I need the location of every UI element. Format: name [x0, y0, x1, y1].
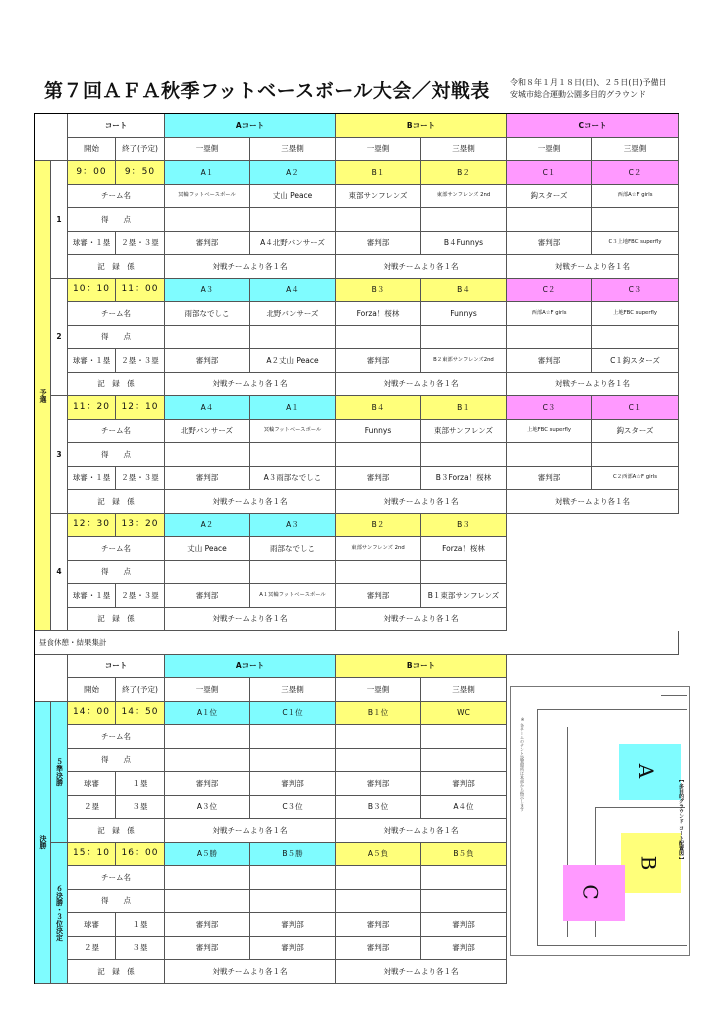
match-code: B１位 — [336, 702, 421, 726]
final-round-label: ５準決勝 — [51, 702, 68, 843]
map-caption: 【 多目的グラウンド コート配置図 】 — [678, 777, 684, 863]
score-cell — [421, 749, 507, 773]
team-name-label: チーム名 — [68, 725, 165, 749]
umpire-dept: 審判部 — [336, 232, 421, 256]
umpire-dept: 審判部 — [165, 584, 250, 608]
team-name: 上地FBC superfly — [592, 302, 679, 326]
base3-assign: 審判部 — [336, 937, 421, 961]
corner-cell — [35, 114, 68, 161]
match-code: B２ — [421, 161, 507, 185]
referee-team: A４北野バンサーズ — [250, 232, 336, 256]
recorder-note: 対戦チームより各１名 — [165, 608, 336, 632]
team-name — [336, 866, 421, 890]
recorder-note: 対戦チームより各１名 — [336, 255, 507, 279]
team-name — [165, 725, 250, 749]
umpire-label: 球審 — [68, 772, 116, 796]
team-name: 丈山 Peace — [250, 185, 336, 209]
round-number: 1 — [51, 161, 68, 279]
match-code: B５負 — [421, 843, 507, 867]
side-header: 三塁側 — [592, 138, 679, 162]
umpire-other-label: ２塁・３塁 — [116, 584, 165, 608]
corner-cell — [35, 655, 68, 702]
match-code: B４ — [336, 396, 421, 420]
team-name: 北野バンサーズ — [165, 420, 250, 444]
referee-team: B２東部サンフレンズ2nd — [421, 349, 507, 373]
end-time: 16：00 — [116, 843, 165, 867]
b-court-header: Bコート — [336, 114, 507, 138]
team-name: Funnys — [336, 420, 421, 444]
match-code: A１ — [165, 161, 250, 185]
final-label: 決勝 — [35, 702, 51, 984]
score-label: 得 点 — [68, 749, 165, 773]
team-name-label: チーム名 — [68, 302, 165, 326]
base3-label: ３塁 — [116, 796, 165, 820]
recorder-note: 対戦チームより各１名 — [165, 255, 336, 279]
round-number: 2 — [51, 279, 68, 397]
umpire-dept: 審判部 — [165, 467, 250, 491]
umpire-dept: 審判部 — [507, 467, 592, 491]
team-name-label: チーム名 — [68, 537, 165, 561]
umpire-dept: 審判部 — [336, 913, 421, 937]
base2-label: ２塁 — [68, 796, 116, 820]
side-header: 一塁側 — [507, 138, 592, 162]
score-label: 得 点 — [68, 890, 165, 914]
round-number: 4 — [51, 514, 68, 632]
umpire-dept: 審判部 — [507, 232, 592, 256]
base3-assign: A３位 — [165, 796, 250, 820]
match-code: A５勝 — [165, 843, 250, 867]
end-time: 14：50 — [116, 702, 165, 726]
match-code: WC — [421, 702, 507, 726]
umpire-other-label: ２塁・３塁 — [116, 232, 165, 256]
score-cell — [165, 326, 250, 350]
court-c-label: C — [578, 884, 603, 900]
end-time: 13：20 — [116, 514, 165, 538]
side-header: 一塁側 — [165, 678, 250, 702]
umpire-dept: 審判部 — [250, 772, 336, 796]
team-name — [250, 866, 336, 890]
score-cell — [165, 443, 250, 467]
match-code: B１ — [336, 161, 421, 185]
referee-team: A２丈山 Peace — [250, 349, 336, 373]
referee-team: C２西部A☆F girls — [592, 467, 679, 491]
end-header: 終了(予定) — [116, 678, 165, 702]
blank-area — [507, 514, 679, 632]
umpire-dept: 審判部 — [165, 232, 250, 256]
court-header: コート — [68, 114, 165, 138]
start-time: 15：10 — [68, 843, 116, 867]
team-name: 丈山 Peace — [165, 537, 250, 561]
umpire-dept: 審判部 — [165, 772, 250, 796]
umpire-other-label: ２塁・３塁 — [116, 349, 165, 373]
side-header: 一塁側 — [336, 678, 421, 702]
team-name: 雨部なでしこ — [165, 302, 250, 326]
recorder-note: 対戦チームより各１名 — [165, 960, 336, 984]
score-cell — [421, 890, 507, 914]
c-court-header: Cコート — [507, 114, 679, 138]
match-code: A４ — [250, 279, 336, 303]
score-cell — [421, 443, 507, 467]
match-code: A４ — [165, 396, 250, 420]
round-number: 3 — [51, 396, 68, 514]
score-cell — [165, 561, 250, 585]
side-header: 三塁側 — [421, 678, 507, 702]
base3-assign: 審判部 — [250, 937, 336, 961]
score-cell — [250, 561, 336, 585]
score-cell — [336, 326, 421, 350]
score-label: 得 点 — [68, 208, 165, 232]
recorder-label: 記 録 係 — [68, 255, 165, 279]
score-label: 得 点 — [68, 561, 165, 585]
umpire-other-label: ２塁・３塁 — [116, 467, 165, 491]
umpire-label: 球審 — [68, 913, 116, 937]
umpire-dept: 審判部 — [421, 913, 507, 937]
b-court-header: Bコート — [336, 655, 507, 679]
match-code: B２ — [336, 514, 421, 538]
match-code: C２ — [592, 161, 679, 185]
end-time: 12：10 — [116, 396, 165, 420]
score-cell — [336, 890, 421, 914]
match-code: B３ — [336, 279, 421, 303]
score-cell — [421, 208, 507, 232]
score-cell — [507, 326, 592, 350]
base3-assign: A４位 — [421, 796, 507, 820]
team-name: 西部A☆F girls — [507, 302, 592, 326]
score-cell — [336, 561, 421, 585]
end-time: 11：00 — [116, 279, 165, 303]
score-cell — [336, 749, 421, 773]
a-court-header: Aコート — [165, 655, 336, 679]
umpire-first-label: 球審・１塁 — [68, 349, 116, 373]
recorder-note: 対戦チームより各１名 — [165, 490, 336, 514]
event-date: 令和８年１月１８日(日)、２５日(日)予備日 — [510, 78, 667, 87]
base3-assign: B３位 — [336, 796, 421, 820]
recorder-note: 対戦チームより各１名 — [165, 373, 336, 397]
team-name: 鈎スターズ — [507, 185, 592, 209]
team-name: 西部A☆F girls — [592, 185, 679, 209]
start-header: 開始 — [68, 678, 116, 702]
side-header: 一塁側 — [336, 138, 421, 162]
umpire-dept: 審判部 — [336, 584, 421, 608]
recorder-label: 記 録 係 — [68, 490, 165, 514]
referee-team: B１東部サンフレンズ — [421, 584, 507, 608]
start-time: 10：10 — [68, 279, 116, 303]
score-label: 得 点 — [68, 443, 165, 467]
score-cell — [592, 208, 679, 232]
court-b-label: B — [636, 855, 661, 871]
side-header: 三塁側 — [421, 138, 507, 162]
score-cell — [165, 749, 250, 773]
umpire-dept: 審判部 — [165, 913, 250, 937]
score-cell — [250, 443, 336, 467]
match-code: A３ — [250, 514, 336, 538]
umpire-dept: 審判部 — [250, 913, 336, 937]
team-name: 鈎スターズ — [592, 420, 679, 444]
recorder-note: 対戦チームより各１名 — [336, 960, 507, 984]
score-cell — [250, 890, 336, 914]
umpire-dept: 審判部 — [421, 772, 507, 796]
match-code: A２ — [165, 514, 250, 538]
score-cell — [336, 208, 421, 232]
base1-label: １塁 — [116, 913, 165, 937]
match-code: C２ — [507, 279, 592, 303]
team-name-label: チーム名 — [68, 420, 165, 444]
match-code: A１位 — [165, 702, 250, 726]
referee-team: B３Forza！桜林 — [421, 467, 507, 491]
score-cell — [165, 208, 250, 232]
base3-assign: 審判部 — [165, 937, 250, 961]
score-cell — [250, 326, 336, 350]
start-time: 9：00 — [68, 161, 116, 185]
match-code: C３ — [507, 396, 592, 420]
referee-team: A３雨部なでしこ — [250, 467, 336, 491]
recorder-note: 対戦チームより各１名 — [507, 490, 679, 514]
team-name: 冥輪フットベースボール — [165, 185, 250, 209]
score-cell — [250, 749, 336, 773]
match-code: A３ — [165, 279, 250, 303]
score-cell — [592, 326, 679, 350]
team-name: Forza！桜林 — [336, 302, 421, 326]
base3-assign: 審判部 — [421, 937, 507, 961]
umpire-dept: 審判部 — [336, 349, 421, 373]
recorder-label: 記 録 係 — [68, 373, 165, 397]
base3-assign: C３位 — [250, 796, 336, 820]
score-cell — [592, 443, 679, 467]
umpire-first-label: 球審・１塁 — [68, 232, 116, 256]
referee-team: A１冥輪フットベースボール — [250, 584, 336, 608]
team-name — [165, 866, 250, 890]
base1-label: １塁 — [116, 772, 165, 796]
end-header: 終了(予定) — [116, 138, 165, 162]
team-name: 上地FBC superfly — [507, 420, 592, 444]
court-header: コート — [68, 655, 165, 679]
team-name: 東部サンフレンズ — [421, 420, 507, 444]
recorder-label: 記 録 係 — [68, 819, 165, 843]
event-venue: 安城市総合運動公園多目的グラウンド — [510, 90, 646, 99]
match-code: B３ — [421, 514, 507, 538]
score-cell — [250, 208, 336, 232]
umpire-dept: 審判部 — [336, 772, 421, 796]
match-code: C１ — [507, 161, 592, 185]
page-title: 第７回ＡＦＡ秋季フットベースボール大会／対戦表 — [44, 80, 490, 102]
recorder-label: 記 録 係 — [68, 960, 165, 984]
base3-label: ３塁 — [116, 937, 165, 961]
score-cell — [507, 443, 592, 467]
umpire-first-label: 球審・１塁 — [68, 584, 116, 608]
team-name — [421, 725, 507, 749]
map-note: ※ 各チームのテント設置場所は本部から指示します — [520, 717, 525, 812]
score-cell — [336, 443, 421, 467]
match-code: B５勝 — [250, 843, 336, 867]
start-header: 開始 — [68, 138, 116, 162]
umpire-dept: 審判部 — [336, 467, 421, 491]
recorder-note: 対戦チームより各１名 — [336, 490, 507, 514]
team-name: 東部サンフレンズ 2nd — [336, 537, 421, 561]
match-code: B１ — [421, 396, 507, 420]
a-court-header: Aコート — [165, 114, 336, 138]
umpire-dept: 審判部 — [165, 349, 250, 373]
side-header: 一塁側 — [165, 138, 250, 162]
match-code: B４ — [421, 279, 507, 303]
team-name-label: チーム名 — [68, 185, 165, 209]
recorder-label: 記 録 係 — [68, 608, 165, 632]
score-cell — [421, 326, 507, 350]
team-name: 東部サンフレンズ 2nd — [421, 185, 507, 209]
score-label: 得 点 — [68, 326, 165, 350]
court-a-label: A — [634, 763, 659, 779]
match-code: A２ — [250, 161, 336, 185]
recorder-note: 対戦チームより各１名 — [336, 373, 507, 397]
base2-label: ２塁 — [68, 937, 116, 961]
end-time: 9：50 — [116, 161, 165, 185]
score-cell — [507, 208, 592, 232]
umpire-dept: 審判部 — [507, 349, 592, 373]
referee-team: B４Funnys — [421, 232, 507, 256]
score-cell — [421, 561, 507, 585]
recorder-note: 対戦チームより各１名 — [165, 819, 336, 843]
team-name-label: チーム名 — [68, 866, 165, 890]
prelim-label: 予選 — [35, 161, 51, 631]
team-name: Forza！桜林 — [421, 537, 507, 561]
side-header: 三塁側 — [250, 678, 336, 702]
side-header: 三塁側 — [250, 138, 336, 162]
match-code: C１位 — [250, 702, 336, 726]
team-name — [250, 725, 336, 749]
final-round-label: ６決勝・３位決定 — [51, 843, 68, 984]
umpire-first-label: 球審・１塁 — [68, 467, 116, 491]
court-map — [510, 686, 690, 956]
event-info — [510, 77, 666, 101]
match-code: A５負 — [336, 843, 421, 867]
score-cell — [165, 890, 250, 914]
start-time: 12：30 — [68, 514, 116, 538]
team-name: Funnys — [421, 302, 507, 326]
match-code: A１ — [250, 396, 336, 420]
team-name — [336, 725, 421, 749]
start-time: 11：20 — [68, 396, 116, 420]
match-code: C１ — [592, 396, 679, 420]
team-name: 東部サンフレンズ — [336, 185, 421, 209]
recorder-note: 対戦チームより各１名 — [507, 255, 679, 279]
recorder-note: 対戦チームより各１名 — [507, 373, 679, 397]
referee-team: C３上地FBC superfly — [592, 232, 679, 256]
start-time: 14：00 — [68, 702, 116, 726]
lunch-row: 昼食休憩・結果集計 — [35, 631, 679, 655]
team-name: 冥輪フットベースボール — [250, 420, 336, 444]
recorder-note: 対戦チームより各１名 — [336, 608, 507, 632]
team-name: 北野バンサーズ — [250, 302, 336, 326]
team-name — [421, 866, 507, 890]
referee-team: C１鈎スターズ — [592, 349, 679, 373]
recorder-note: 対戦チームより各１名 — [336, 819, 507, 843]
team-name: 雨部なでしこ — [250, 537, 336, 561]
match-code: C３ — [592, 279, 679, 303]
